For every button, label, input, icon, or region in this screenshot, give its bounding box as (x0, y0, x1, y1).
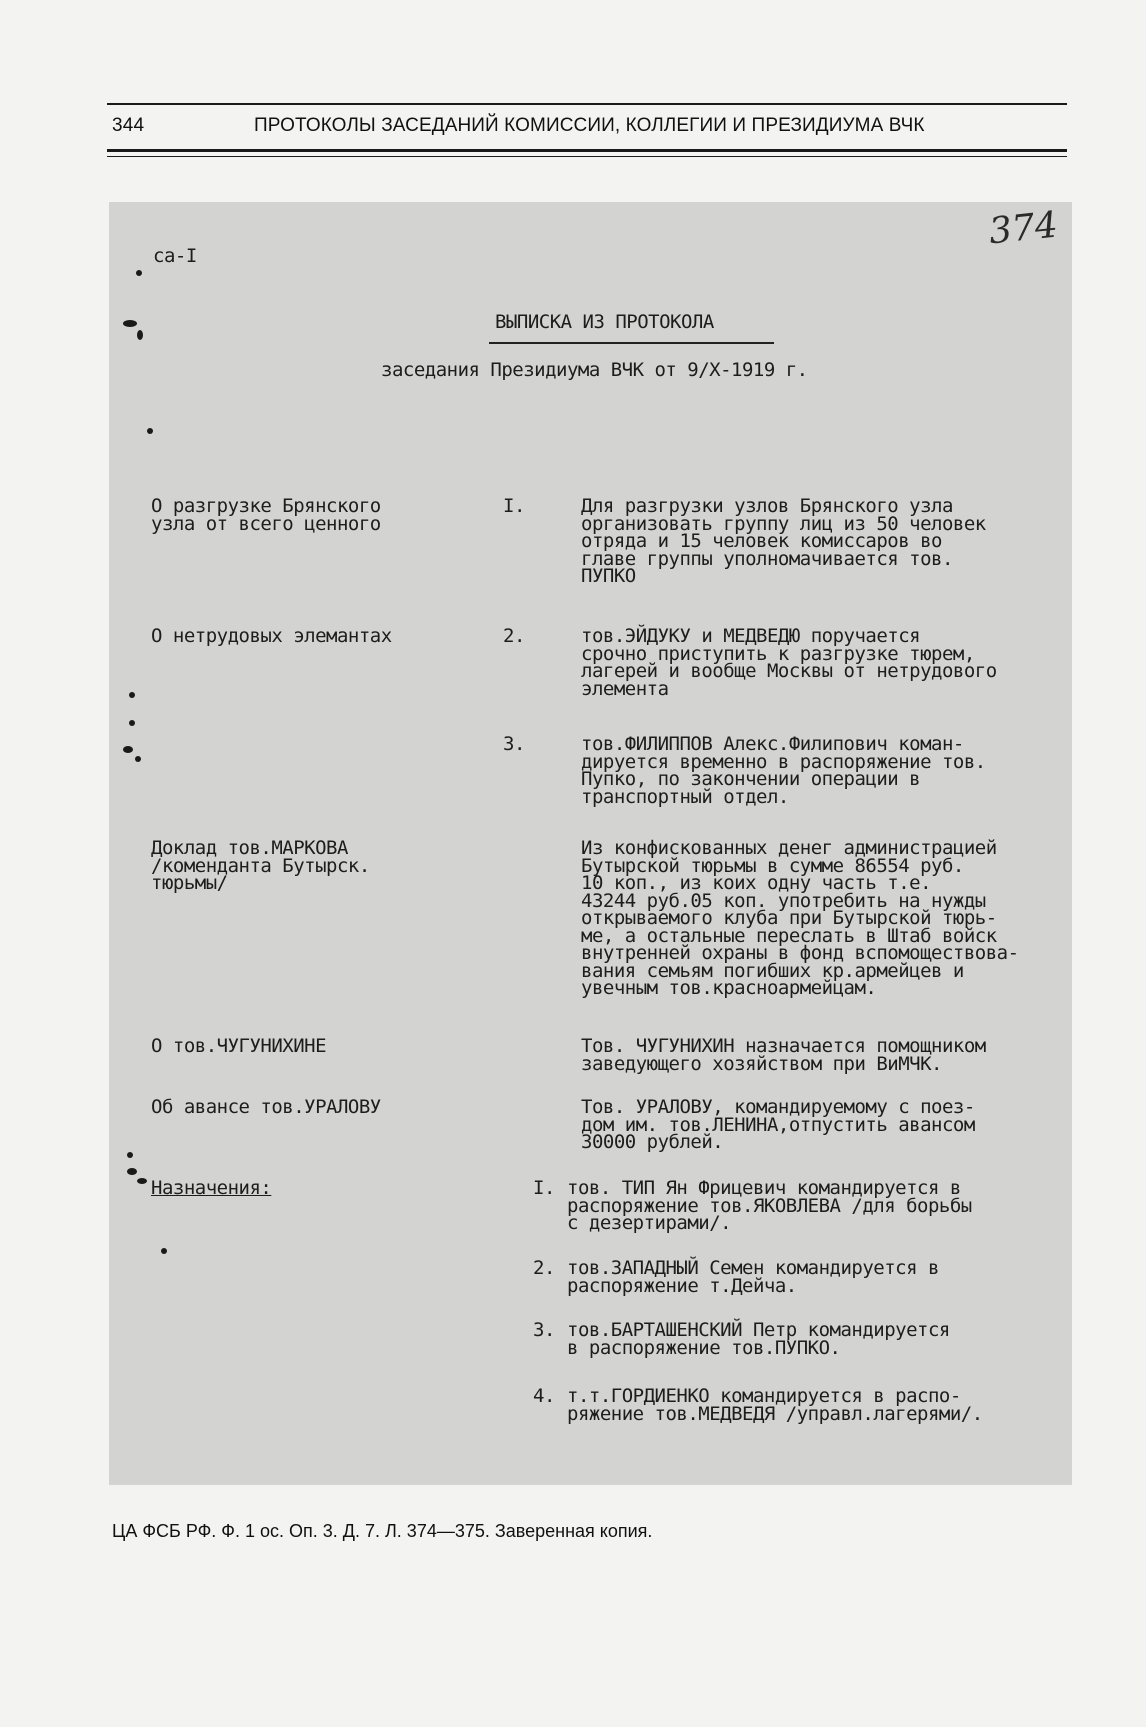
item-topic: О тов.ЧУГУНИХИНЕ (151, 1035, 327, 1057)
appointment-text: тов.ЗАПАДНЫЙ Семен командируется в распоряжение т.Дейча. (567, 1257, 939, 1297)
item-number: 3. (503, 733, 525, 755)
item-text: тов.ФИЛИППОВ Алекс.Филипович коман- дируется временно в распоряжение тов. Пупко, по закончении операции в транспортный отдел. (581, 733, 986, 808)
ink-spot (137, 1178, 147, 1184)
appointment-text: тов. ТИП Ян Фрицевич командируется в распоряжение тов.ЯКОВЛЕВА /для борьбы с дезертирами/. (567, 1177, 972, 1234)
item-text: Тов. УРАЛОВУ, командируемому с поез- дом им. тов.ЛЕНИНА,отпустить авансом 30000 рублей. (581, 1096, 975, 1153)
appointment-number: I. (533, 1177, 555, 1199)
ink-spot (123, 746, 133, 753)
ink-spot (161, 1248, 167, 1254)
header-rule-bottom-thin (107, 156, 1067, 157)
item-text: Из конфискованных денег администрацией Бутырской тюрьмы в сумме 86554 руб. 10 коп., из коих одну часть т.е. 43244 руб.05 коп. употребить на нужды открываемого клуба при Бутырской тюрь- ме, а остальные переслать в Штаб войск внутренней охраны в фонд вспомоществова- вания семьям погибших кр.армейцев и увечным тов.красноармейцам. (581, 837, 1019, 999)
ink-spot (129, 692, 135, 698)
header-rule-top (107, 103, 1067, 105)
appointment-number: 3. (533, 1319, 555, 1341)
ink-spot (123, 320, 137, 327)
header-rule-bottom-thick (107, 149, 1067, 152)
appointment-text: тов.БАРТАШЕНСКИЙ Петр командируется в распоряжение тов.ПУПКО. (567, 1319, 950, 1359)
appointment-number: 4. (533, 1385, 555, 1407)
ink-spot (135, 756, 141, 762)
source-caption: ЦА ФСБ РФ. Ф. 1 ос. Оп. 3. Д. 7. Л. 374—375. Заверенная копия. (112, 1521, 653, 1541)
appointment-text: т.т.ГОРДИЕНКО командируется в распо- ряжение тов.МЕДВЕДЯ /управл.лагерями/. (567, 1385, 983, 1425)
ink-spot (127, 1152, 133, 1158)
item-number: I. (503, 495, 525, 517)
appointment-number: 2. (533, 1257, 555, 1279)
document-title: ВЫПИСКА ИЗ ПРОТОКОЛА (495, 311, 714, 333)
ink-spot (137, 330, 143, 340)
item-topic: Об авансе тов.УРАЛОВУ (151, 1096, 381, 1118)
item-text: Для разгрузки узлов Брянского узла организовать группу лиц из 50 человек отряда и 15 человек комиссаров во главе группы уполномачивается тов. ПУПКО (581, 495, 986, 587)
page-number: 344 (112, 115, 145, 136)
item-number: 2. (503, 625, 525, 647)
appointments-heading: Назначения: (151, 1177, 272, 1199)
ink-spot (129, 720, 135, 726)
title-underline (489, 342, 774, 344)
item-topic: О разгрузке Брянского узла от всего ценного (151, 495, 381, 535)
scanned-document (109, 202, 1072, 1485)
item-text: тов.ЭЙДУКУ и МЕДВЕДЮ поручается срочно приступить к разгрузке тюрем, лагерей и вообще Москвы от нетрудового элемента (581, 625, 997, 700)
corner-mark: са-I (153, 245, 197, 267)
document-subtitle: заседания Президиума ВЧК от 9/X-1919 г. (381, 359, 808, 381)
ink-spot (136, 270, 142, 276)
ink-spot (147, 428, 153, 434)
item-topic: О нетрудовых элемантах (151, 625, 392, 647)
ink-spot (127, 1168, 137, 1175)
running-title: ПРОТОКОЛЫ ЗАСЕДАНИЙ КОМИССИИ, КОЛЛЕГИИ И ПРЕЗИДИУМА ВЧК (254, 115, 925, 136)
archive-sheet-number: 374 (987, 204, 1060, 253)
item-topic: Доклад тов.МАРКОВА /коменданта Бутырск. тюрьмы/ (151, 837, 370, 894)
item-text: Тов. ЧУГУНИХИН назначается помощником заведующего хозяйством при ВиМЧК. (581, 1035, 986, 1075)
